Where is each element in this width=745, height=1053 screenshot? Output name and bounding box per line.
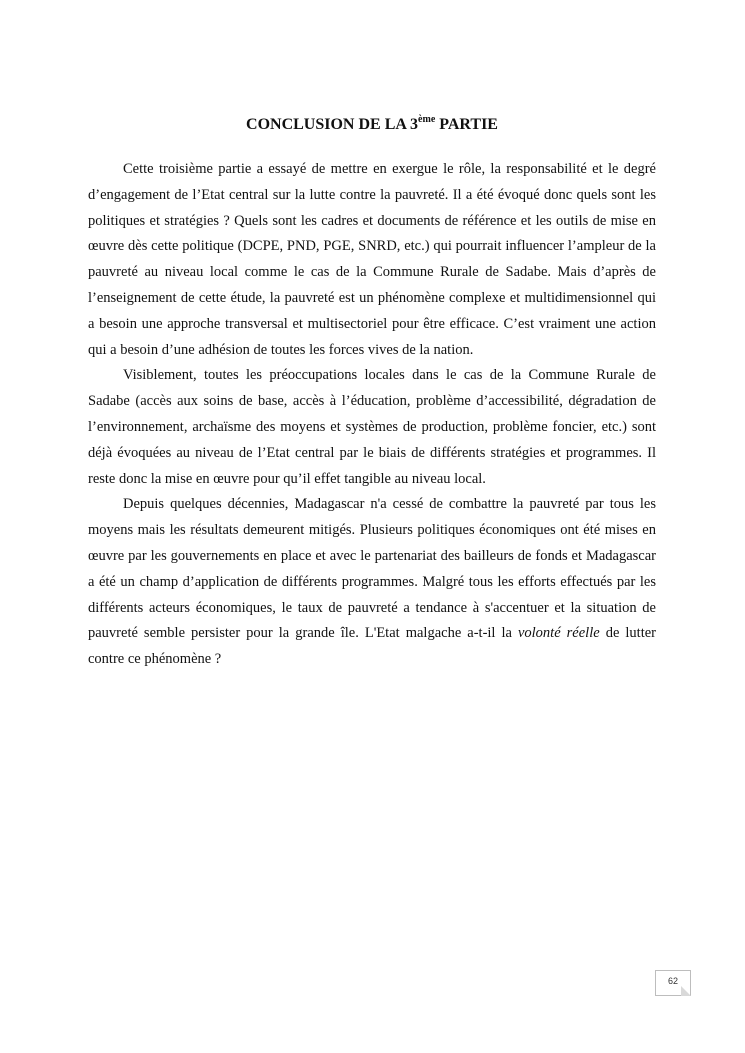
paragraph-3-end: de lutter contre ce phénomène ?: [88, 625, 656, 668]
page-curl-icon: [681, 986, 691, 996]
title-prefix: CONCLUSION DE LA 3: [246, 116, 419, 133]
title-superscript: ème: [418, 114, 436, 125]
section-title: [88, 115, 656, 135]
paragraph-3-emphasis: volonté réelle: [517, 625, 600, 642]
paragraph-1: Cette troisième partie a essayé de mettre en exergue le rôle, la responsabilité et le degré d’engagement de l’Etat central sur la lutte contre la pauvreté. Il a été évoqué donc quels sont les politiques et stratégies ? Quels sont les cadres et documents de référence et les outils de mise en œuvre dès cette politique (DCPE, PND, PGE, SNRD, etc.) qui pourrait influencer l’ampleur de la pauvreté au niveau local comme le cas de la Commune Rurale de Sadabe. Mais d’après de l’enseignement de cette étude, la pauvreté est un phénomène complexe et multidimensionnel qui a besoin une approche transversal et multisectoriel pour être efficace. C’est vraiment une action qui a besoin d’une adhésion de toutes les forces vives de la nation.: [88, 161, 656, 358]
title-suffix: PARTIE: [435, 116, 498, 133]
page-number-box: [655, 970, 691, 996]
paragraph-2: Visiblement, toutes les préoccupations locales dans le cas de la Commune Rurale de Sadabe (accès aux soins de base, accès à l’éducation, problème d’accessibilité, dégradation de l’environnement, archaïsme des moyens et systèmes de production, problème foncier, etc.) sont déjà évoquées au niveau de l’Etat central par le biais de différents stratégies et programmes. Il reste donc la mise en œuvre pour qu’il effet tangible au niveau local.: [88, 367, 656, 487]
paragraph-3-start: Depuis quelques décennies, Madagascar n'a cessé de combattre la pauvreté par tous les moyens mais les résultats demeurent mitigés. Plusieurs politiques économiques ont été mises en œuvre par les gouvernements en place et avec le partenariat des bailleurs de fonds et Madagascar a été un champ d’application de différents programmes. Malgré tous les efforts effectués par les différents acteurs économiques, le taux de pauvreté a tendance à s'accentuer et la situation de pauvreté semble persister pour la grande île. L'Etat malgache a-t-il la: [88, 496, 656, 642]
paragraph-3: [88, 492, 656, 673]
body-text: [88, 157, 656, 673]
page-number: 62: [667, 976, 678, 986]
